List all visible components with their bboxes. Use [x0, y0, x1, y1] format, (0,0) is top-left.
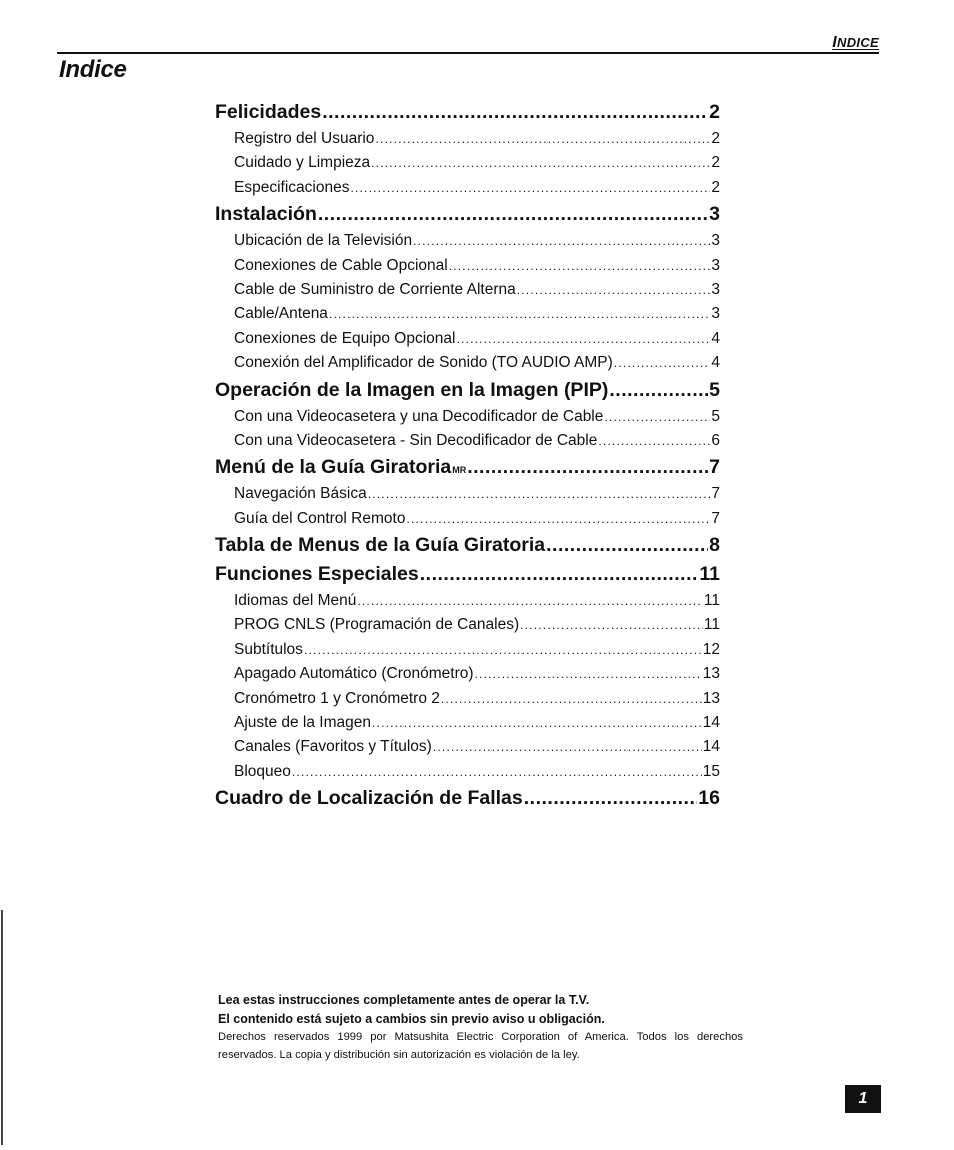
toc-entry-label: Cuidado y Limpieza	[234, 154, 371, 172]
running-head-rest: NDICE	[837, 35, 879, 50]
toc-page-number: 14	[702, 714, 720, 732]
toc-subentry	[215, 735, 720, 759]
dot-leader	[456, 327, 710, 351]
toc-section-entry	[215, 784, 720, 813]
toc-page-number: 6	[711, 431, 720, 449]
toc-page-number: 3	[711, 305, 720, 323]
toc-entry-label: Operación de la Imagen en la Imagen (PIP)	[215, 378, 609, 401]
notice-read-instructions: Lea estas instrucciones completamente antes de operar la T.V.	[218, 993, 590, 1007]
dot-leader	[604, 405, 710, 429]
toc-subentry	[215, 151, 720, 175]
toc-entry-label: Apagado Automático (Cronómetro)	[234, 665, 474, 683]
toc-page-number: 11	[703, 592, 720, 610]
toc-subentry	[215, 229, 720, 253]
toc-subentry	[215, 760, 720, 784]
toc-page-number: 2	[711, 130, 720, 147]
toc-subentry	[215, 662, 720, 686]
dot-leader	[372, 711, 702, 735]
running-head	[832, 34, 879, 52]
toc-entry-label: Conexiones de Cable Opcional	[234, 256, 448, 274]
toc-section-entry	[215, 560, 720, 589]
dot-leader	[350, 176, 710, 200]
dot-leader	[329, 302, 710, 326]
toc-subentry	[215, 351, 720, 375]
toc-page-number: 16	[698, 787, 720, 810]
toc-page-number: 3	[709, 203, 720, 226]
toc-entry-label: Especificaciones	[234, 178, 350, 196]
toc-entry-label: Bloqueo	[234, 762, 291, 780]
toc-page-number: 3	[711, 232, 720, 250]
dot-leader	[524, 784, 698, 813]
scan-edge-line	[1, 910, 3, 1145]
toc-section-entry	[215, 200, 720, 229]
toc-section-entry: Menú de la Guía Giratoria MR ..... 7	[215, 453, 720, 482]
dot-leader	[413, 229, 710, 253]
toc-entry-label: Instalación	[215, 203, 317, 226]
toc-entry-label: Conexión del Amplificador de Sonido (TO AUDIO AMP)	[234, 354, 613, 372]
dot-leader	[357, 589, 703, 613]
dot-leader	[475, 662, 702, 686]
toc-entry-label: Funciones Especiales	[215, 563, 419, 586]
toc-subentry	[215, 589, 720, 613]
toc-subentry	[215, 327, 720, 351]
toc-page-number: 3	[711, 256, 720, 274]
toc-entry-label: Con una Videocasetera - Sin Decodificador de Cable	[234, 431, 598, 449]
toc-page-number: 4	[711, 329, 720, 347]
toc-page-number: 13	[702, 665, 720, 683]
toc-page-number: 8	[709, 534, 720, 557]
dot-leader	[368, 482, 711, 506]
dot-leader	[420, 560, 699, 589]
dot-leader	[304, 638, 702, 662]
dot-leader	[517, 278, 711, 302]
toc-entry-label: Conexiones de Equipo Opcional	[234, 329, 456, 347]
toc-page-number: 14	[702, 738, 720, 756]
dot-leader	[375, 127, 710, 151]
toc-entry-label: Menú de la Guía Giratoria	[215, 456, 452, 479]
toc-subentry	[215, 638, 720, 662]
toc-entry-label: PROG CNLS (Programación de Canales)	[234, 616, 520, 634]
toc-entry-label: Felicidades	[215, 101, 322, 123]
dot-leader	[598, 429, 710, 453]
running-head-initial: I	[832, 34, 838, 51]
toc-page-number: 11	[703, 616, 720, 634]
dot-leader	[322, 98, 708, 127]
toc-page-number: 15	[702, 762, 720, 780]
dot-leader	[546, 531, 708, 560]
toc-page-number: 2	[709, 101, 720, 123]
toc-entry-label: Cable de Suministro de Corriente Alterna	[234, 280, 516, 298]
toc-subentry	[215, 278, 720, 302]
toc-entry-label: Cronómetro 1 y Cronómetro 2	[234, 689, 440, 707]
toc-subentry	[215, 507, 720, 531]
header-rule	[57, 52, 879, 54]
dot-leader	[609, 376, 708, 405]
notice-block	[218, 991, 743, 1064]
toc-page-number: 5	[711, 407, 720, 425]
toc-page-number: 5	[709, 378, 720, 401]
dot-leader	[292, 760, 702, 784]
toc-section-entry	[215, 98, 720, 127]
toc-page-number: 4	[711, 354, 720, 372]
toc-entry-label: Navegación Básica	[234, 485, 367, 503]
toc-entry-label: Subtítulos	[234, 640, 303, 658]
page-title: Indice	[59, 56, 127, 83]
toc-entry-label: Cuadro de Localización de Fallas	[215, 787, 523, 810]
toc-subentry	[215, 687, 720, 711]
dot-leader	[449, 254, 711, 278]
toc-subentry	[215, 613, 720, 637]
toc-page-number: 7	[711, 509, 720, 527]
toc-entry-label: Cable/Antena	[234, 305, 328, 323]
toc-subentry	[215, 429, 720, 453]
dot-leader	[441, 687, 702, 711]
toc-entry-label: Tabla de Menus de la Guía Giratoria	[215, 534, 546, 557]
toc-subentry	[215, 405, 720, 429]
toc-page-number: 2	[711, 178, 720, 196]
toc-entry-label: Con una Videocasetera y una Decodificador de Cable	[234, 407, 604, 425]
toc-subentry	[215, 482, 720, 506]
dot-leader	[614, 351, 711, 375]
toc-entry-label: Canales (Favoritos y Títulos)	[234, 738, 432, 756]
dot-leader	[371, 151, 710, 175]
toc-page-number: 3	[711, 280, 720, 298]
dot-leader	[520, 613, 703, 637]
toc-entry-label: Ubicación de la Televisión	[234, 232, 413, 250]
dot-leader	[467, 453, 708, 482]
dot-leader	[318, 200, 708, 229]
dot-leader	[406, 507, 710, 531]
toc-page-number: 2	[711, 154, 720, 172]
page-number-badge: 1	[845, 1085, 881, 1113]
toc-entry-label: Idiomas del Menú	[234, 592, 357, 610]
toc-section-entry	[215, 376, 720, 405]
toc-page-number: 7	[711, 485, 720, 503]
toc-page-number: 13	[702, 689, 720, 707]
toc-entry-label: Guía del Control Remoto	[234, 509, 406, 527]
toc-page-number: 11	[699, 563, 720, 586]
toc-subentry	[215, 711, 720, 735]
toc-page-number: 12	[702, 640, 720, 658]
toc-entry-label: Registro del Usuario	[234, 130, 375, 147]
copyright-notice: Derechos reservados 1999 por Matsushita Electric Corporation of America. Todos los derechos reservados. La copia y distribución sin autorización es violación de la ley.	[218, 1031, 743, 1061]
toc-entry-label: Ajuste de la Imagen	[234, 714, 372, 732]
toc-subentry	[215, 127, 720, 151]
toc-section-entry	[215, 531, 720, 560]
dot-leader	[433, 735, 702, 759]
toc-subentry	[215, 302, 720, 326]
toc-subentry	[215, 176, 720, 200]
toc-subentry	[215, 254, 720, 278]
table-of-contents	[215, 98, 720, 813]
toc-page-number: 7	[709, 456, 720, 479]
notice-subject-to-change: El contenido está sujeto a cambios sin previo aviso u obligación.	[218, 1012, 605, 1026]
